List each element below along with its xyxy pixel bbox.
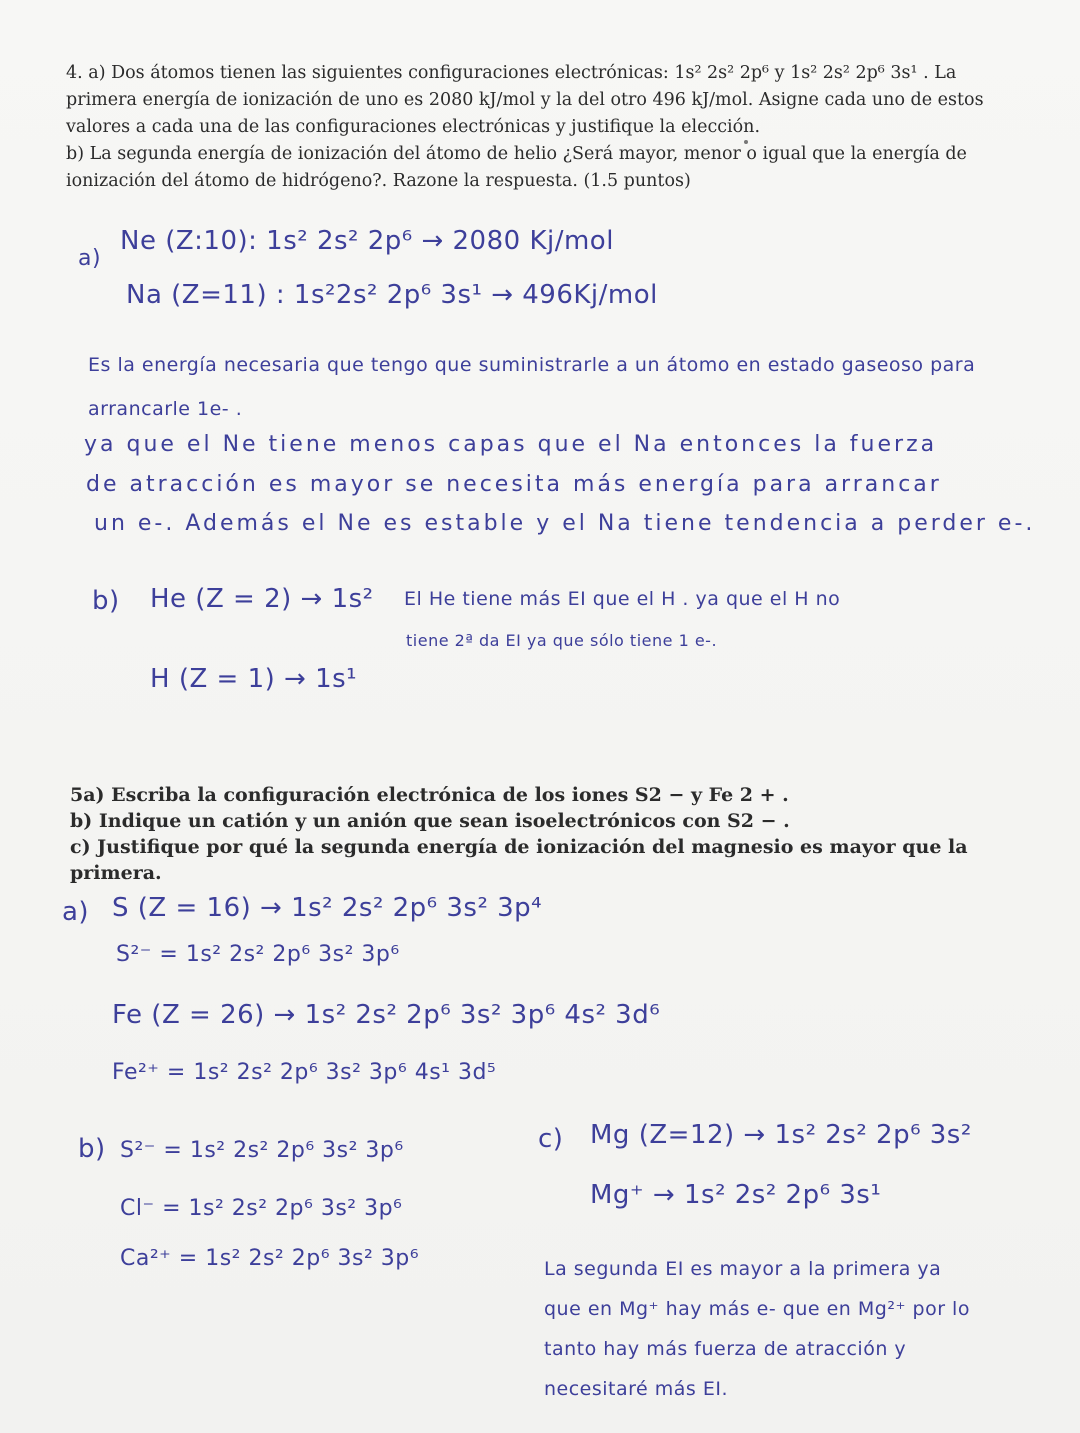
answer-5c-explanation: La segunda EI es mayor a la primera ya bbox=[544, 1258, 942, 1280]
paper-speck bbox=[744, 140, 748, 144]
question-4 bbox=[66, 60, 1036, 195]
question-4-line: 4. a) Dos átomos tienen las siguientes configuraciones electrónicas: 1s² 2s² 2p⁶ y 1s² 2s² 2p⁶ 3s¹ . La bbox=[66, 63, 957, 83]
answer-4a-explanation: de atracción es mayor se necesita más energía para arrancar bbox=[86, 472, 942, 497]
answer-5c-explanation: tanto hay más fuerza de atracción y bbox=[544, 1338, 907, 1360]
answer-5c-explanation: necesitaré más EI. bbox=[544, 1378, 728, 1400]
answer-5b-s2-config: S²⁻ = 1s² 2s² 2p⁶ 3s² 3p⁶ bbox=[120, 1138, 404, 1163]
question-5-line: 5a) Escriba la configuración electrónica de los iones S2 − y Fe 2 + . bbox=[70, 784, 789, 806]
answer-5b-cl-config: Cl⁻ = 1s² 2s² 2p⁶ 3s² 3p⁶ bbox=[120, 1196, 403, 1221]
answer-4a-explanation: un e-. Además el Ne es estable y el Na tiene tendencia a perder e-. bbox=[94, 511, 1036, 536]
answer-4b-h-config: H (Z = 1) → 1s¹ bbox=[150, 664, 358, 694]
answer-4b-he-config: He (Z = 2) → 1s² bbox=[150, 584, 374, 614]
answer-4a-ne-config: Ne (Z:10): 1s² 2s² 2p⁶ → 2080 Kj/mol bbox=[120, 226, 614, 256]
answer-4a-definition: arrancarle 1e- . bbox=[88, 398, 243, 420]
answer-4a-definition: Es la energía necesaria que tengo que suministrarle a un átomo en estado gaseoso para bbox=[88, 354, 976, 376]
answer-4b-explanation: tiene 2ª da EI ya que sólo tiene 1 e-. bbox=[406, 631, 718, 650]
question-4-line: ionización del átomo de hidrógeno?. Razone la respuesta. (1.5 puntos) bbox=[66, 171, 691, 191]
answer-5c-explanation: que en Mg⁺ hay más e- que en Mg²⁺ por lo bbox=[544, 1298, 970, 1320]
answer-5b-label: b) bbox=[78, 1134, 106, 1164]
question-4-line: primera energía de ionización de uno es 2080 kJ/mol y la del otro 496 kJ/mol. Asigne cada uno de estos bbox=[66, 90, 984, 110]
answer-5a-fe-config: Fe (Z = 26) → 1s² 2s² 2p⁶ 3s² 3p⁶ 4s² 3d⁶ bbox=[112, 1000, 661, 1030]
question-5-line: c) Justifique por qué la segunda energía de ionización del magnesio es mayor que la primera. bbox=[70, 836, 968, 884]
answer-5a-s-config: S (Z = 16) → 1s² 2s² 2p⁶ 3s² 3p⁴ bbox=[112, 893, 543, 923]
answer-5b-ca-config: Ca²⁺ = 1s² 2s² 2p⁶ 3s² 3p⁶ bbox=[120, 1246, 420, 1271]
answer-4b-label: b) bbox=[92, 586, 120, 616]
answer-4a-na-config: Na (Z=11) : 1s²2s² 2p⁶ 3s¹ → 496Kj/mol bbox=[126, 280, 658, 310]
answer-5a-label: a) bbox=[62, 897, 90, 927]
answer-5a-s2-config: S²⁻ = 1s² 2s² 2p⁶ 3s² 3p⁶ bbox=[116, 942, 400, 967]
question-4-line: valores a cada una de las configuraciones electrónicas y justifique la elección. bbox=[66, 117, 761, 137]
answer-5c-mg-config: Mg (Z=12) → 1s² 2s² 2p⁶ 3s² bbox=[590, 1120, 972, 1150]
answer-4a-label: a) bbox=[78, 246, 102, 271]
answer-5c-mg1-config: Mg⁺ → 1s² 2s² 2p⁶ 3s¹ bbox=[590, 1180, 882, 1210]
answer-4b-explanation: El He tiene más EI que el H . ya que el H no bbox=[404, 588, 841, 610]
question-5 bbox=[70, 782, 1040, 886]
question-5-line: b) Indique un catión y un anión que sean isoelectrónicos con S2 − . bbox=[70, 810, 790, 832]
answer-5a-fe2-config: Fe²⁺ = 1s² 2s² 2p⁶ 3s² 3p⁶ 4s¹ 3d⁵ bbox=[112, 1060, 497, 1085]
answer-5c-label: c) bbox=[538, 1124, 564, 1154]
answer-4a-explanation: ya que el Ne tiene menos capas que el Na entonces la fuerza bbox=[84, 432, 938, 457]
question-4-line: b) La segunda energía de ionización del átomo de helio ¿Será mayor, menor o igual que la energía de bbox=[66, 144, 967, 164]
